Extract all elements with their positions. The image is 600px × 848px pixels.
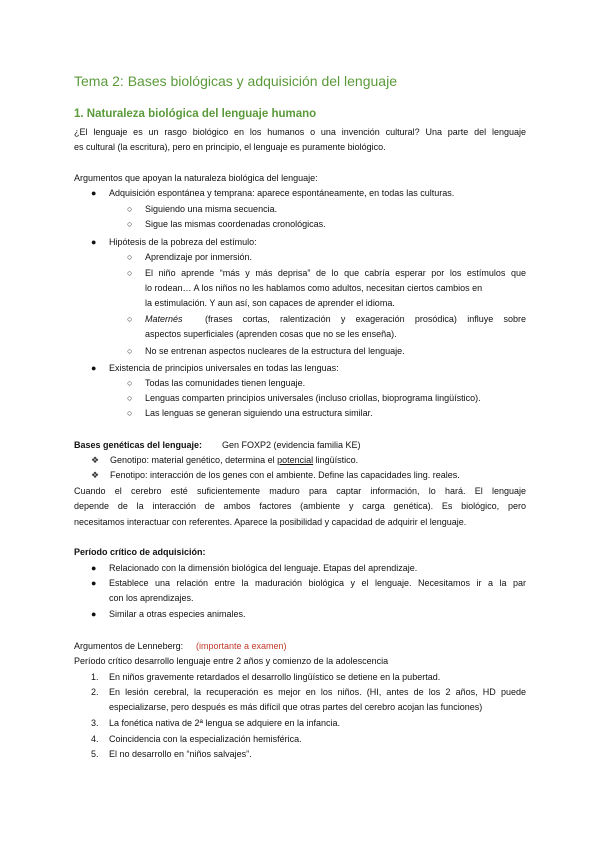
bullet-dot-icon: ● <box>91 237 97 247</box>
argument-3-sub-2: Lenguas comparten principios universales (incluso criollas, bioprograma lingüístico). <box>145 393 481 403</box>
argument-3-sub-1: Todas las comunidades tienen lenguaje. <box>145 378 306 388</box>
argument-2-sub-3-line-1: (frases cortas, ralentización y exageración prosódica) influye sobre <box>205 314 526 324</box>
argument-3-sub-3: Las lenguas se generan siguiendo una estructura similar. <box>145 408 373 418</box>
genetics-gene: Gen FOXP2 (evidencia familia KE) <box>222 440 361 450</box>
document-title: Tema 2: Bases biológicas y adquisición del lenguaje <box>74 73 397 89</box>
lenneberg-item-4: Coincidencia con la especialización hemisférica. <box>109 734 302 744</box>
intro-line-1: ¿El lenguaje es un rasgo biológico en los humanos o una invención cultural? Una parte del lenguaje <box>74 127 526 137</box>
argument-1: Adquisición espontánea y temprana: aparece espontáneamente, en todas las culturas. <box>109 188 455 198</box>
lenneberg-item-5: El no desarrollo en “niños salvajes”. <box>109 749 252 759</box>
bullet-dot-icon: ● <box>91 563 97 573</box>
argument-2: Hipótesis de la pobreza del estímulo: <box>109 237 257 247</box>
argument-2-sub-1: Aprendizaje por inmersión. <box>145 252 253 262</box>
bullet-circle-icon: ○ <box>127 378 133 388</box>
lenneberg-item-3: La fonética nativa de 2ª lengua se adquiere en la infancia. <box>109 718 340 728</box>
argument-2-sub-2-line-3: la estimulación. Y aun así, son capaces de aprender el idioma. <box>145 298 395 308</box>
diamond-bullet-icon: ❖ <box>91 470 100 480</box>
bullet-dot-icon: ● <box>91 363 97 373</box>
lenneberg-item-2-line-1: En lesión cerebral, la recuperación es mejor en los niños. (HI, antes de los 2 años, HD puede <box>109 687 526 697</box>
bullet-circle-icon: ○ <box>127 314 133 324</box>
critical-bullet-2-line-1: Establece una relación entre la maduración biológica y el lenguaje. Necesitamos ir a la par <box>109 578 526 588</box>
bullet-circle-icon: ○ <box>127 393 133 403</box>
critical-bullet-3: Similar a otras especies animales. <box>109 609 246 619</box>
bullet-circle-icon: ○ <box>127 268 133 278</box>
exam-note: (importante a examen) <box>196 641 287 651</box>
critical-bullet-2-line-2: con los aprendizajes. <box>109 593 194 603</box>
argument-1-sub-1: Siguiendo una misma secuencia. <box>145 204 278 214</box>
list-number: 3. <box>91 718 99 728</box>
genotype-potencial: potencial <box>277 455 314 465</box>
genotype-text-b: lingüístico. <box>313 455 359 465</box>
lenneberg-intro: Período crítico desarrollo lenguaje entre 2 años y comienzo de la adolescencia <box>74 656 389 666</box>
bullet-dot-icon: ● <box>91 578 97 588</box>
argument-2-sub-3-line-2: aspectos superficiales (aprenden cosas que no se les enseña). <box>145 329 397 339</box>
genetics-paragraph-line-3: necesitamos interactuar con referentes. Aparece la posibilidad y capacidad de adquirir el lenguaje. <box>74 517 467 527</box>
list-number: 1. <box>91 672 99 682</box>
argument-2-sub-4: No se entrenan aspectos nucleares de la estructura del lenguaje. <box>145 346 405 356</box>
genetics-paragraph-line-1: Cuando el cerebro esté suficientemente maduro para captar información, lo hará. El lenguaje <box>74 486 526 496</box>
lenneberg-label: Argumentos de Lenneberg: <box>74 641 184 651</box>
bullet-dot-icon: ● <box>91 188 97 198</box>
argument-2-sub-2-line-1: El niño aprende “más y más deprisa” de lo que cabría esperar por los estímulos que <box>145 268 526 278</box>
genetics-label: Bases genéticas del lenguaje: <box>74 440 203 450</box>
lenneberg-item-1: En niños gravemente retardados el desarrollo lingüístico se detiene en la pubertad. <box>109 672 441 682</box>
bullet-circle-icon: ○ <box>127 252 133 262</box>
argument-2-sub-2-line-2: lo rodean… A los niños no les hablamos como adultos, necesitan ciertos cambios en <box>145 283 483 293</box>
critical-bullet-1: Relacionado con la dimensión biológica del lenguaje. Etapas del aprendizaje. <box>109 563 418 573</box>
maternes-term: Maternés <box>145 314 183 324</box>
diamond-bullet-icon: ❖ <box>91 455 100 465</box>
lenneberg-item-2-line-2: especializarse, pero después es más difícil que otras partes del cerebro acojan las funciones) <box>109 702 483 712</box>
argument-3: Existencia de principios universales en todas las lenguas: <box>109 363 339 373</box>
intro-line-2: es cultural (la escritura), pero en principio, el lenguaje es puramente biológico. <box>74 142 386 152</box>
bullet-dot-icon: ● <box>91 609 97 619</box>
list-number: 4. <box>91 734 99 744</box>
list-number: 2. <box>91 687 99 697</box>
section-heading-1: 1. Naturaleza biológica del lenguaje humano <box>74 108 317 120</box>
bullet-circle-icon: ○ <box>127 219 133 229</box>
bullet-circle-icon: ○ <box>127 346 133 356</box>
argument-1-sub-2: Sigue las mismas coordenadas cronológicas. <box>145 219 326 229</box>
genetics-paragraph-line-2: depende de la interacción de ambos factores (ambiente y carga genética). Es biológico, pero <box>74 501 526 511</box>
genotype-line <box>110 454 358 466</box>
genotype-text-a: Genotipo: material genético, determina el <box>110 455 278 465</box>
list-number: 5. <box>91 749 99 759</box>
bullet-circle-icon: ○ <box>127 408 133 418</box>
bullet-circle-icon: ○ <box>127 204 133 214</box>
arguments-intro: Argumentos que apoyan la naturaleza biológica del lenguaje: <box>74 173 318 183</box>
critical-period-label: Período crítico de adquisición: <box>74 547 206 557</box>
phenotype-line: Fenotipo: interacción de los genes con el ambiente. Define las capacidades ling. reales. <box>110 470 460 480</box>
